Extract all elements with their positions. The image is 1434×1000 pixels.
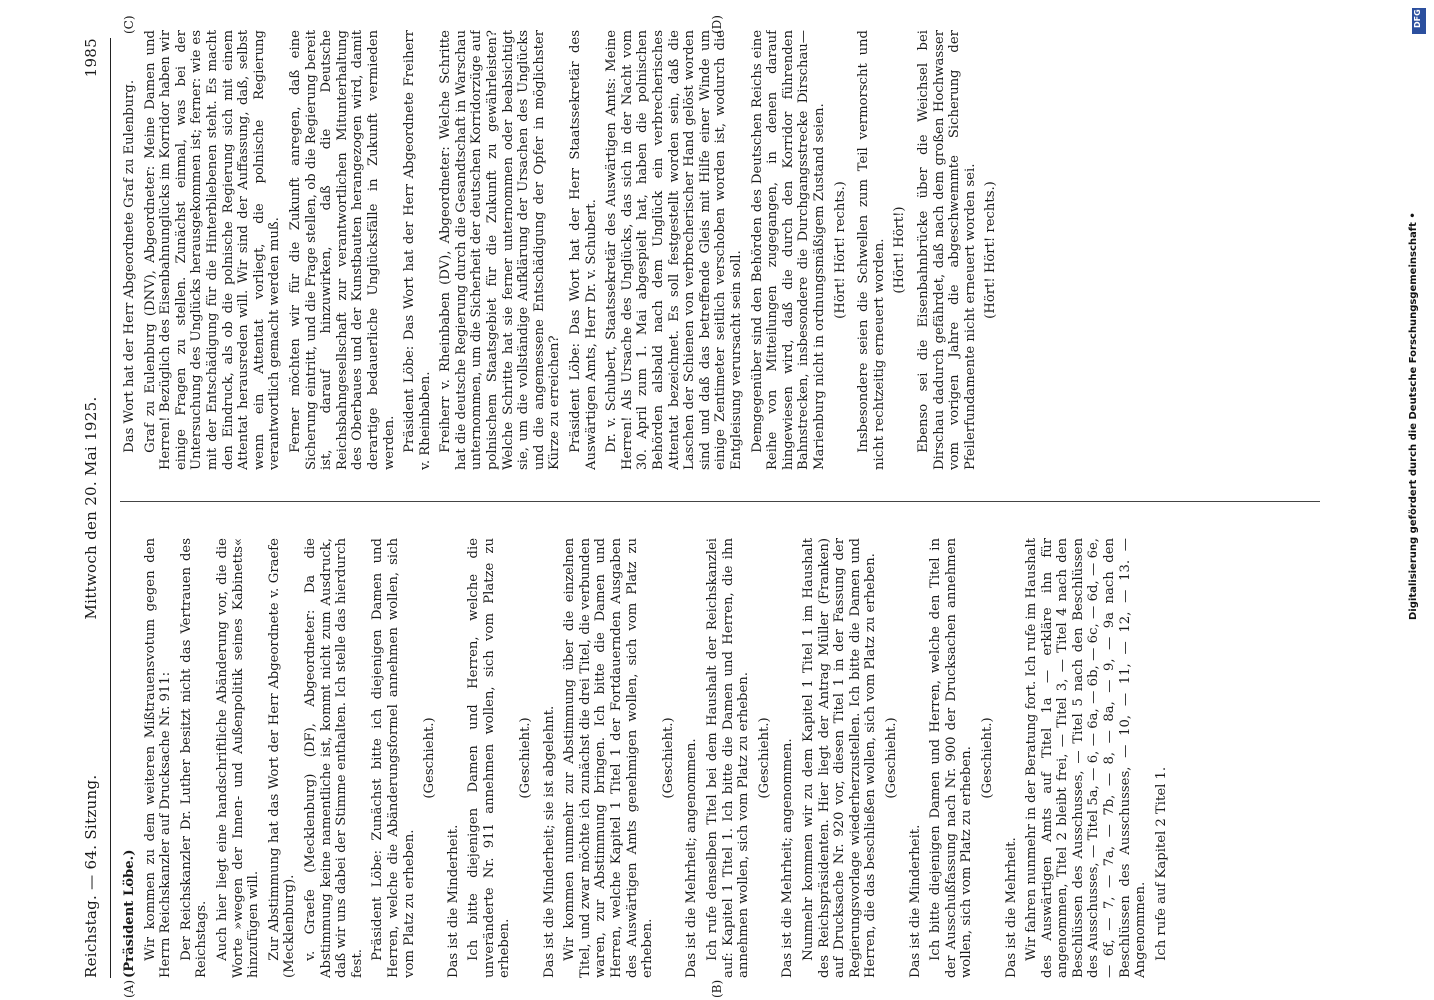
header-left: Reichstag. — 64. Sitzung.: [82, 774, 100, 978]
interjection: (Hört! Hört!): [892, 206, 908, 294]
text-column-left: [122, 538, 1372, 978]
interjection: (Geschieht.): [756, 717, 772, 799]
paragraph: Das ist die Mehrheit; angenommen.: [780, 738, 796, 978]
paragraph: Präsident Löbe: Das Wort hat der Herr Abgeordnete Freiherr v. Rheinbaben.: [402, 30, 433, 470]
dfg-sidebar: [1406, 0, 1434, 1000]
paragraph: v. Graefe (Mecklenburg) (DF), Abgeordneter: Da die Abstimmung keine namentliche ist, kommt nicht zum Ausdruck, daß wir uns dabei der Stimme enthalten. Ich stelle das hierdurch fest.: [302, 538, 365, 978]
header-rule: [110, 38, 111, 978]
paragraph: Zur Abstimmung hat das Wort der Herr Abgeordnete v. Graefe (Mecklenburg).: [266, 538, 298, 978]
paragraph: Das ist die Mehrheit; angenommen.: [684, 738, 700, 978]
paragraph: Wir kommen zu dem weiteren Mißtrauensvotum gegen den Herrn Reichskanzler auf Drucksache Nr. 911:: [142, 538, 174, 978]
interjection: (Geschieht.): [518, 717, 534, 799]
paragraph: Dr. v. Schubert, Staatssekretär des Auswärtigen Amts: Meine Herren! Als Ursache des Unglücks, das sich in der Nacht vom 30. April zum 1. Mai abgespielt hat, haben die polnischen Behörden alsbald nach dem Unglück ein verbrecherisches Attentat bezeichnet. Es soll festgestellt worden sein, daß die Laschen der Schienen von verbrecherischer Hand gelöst worden sind und daß das betreffende Gleis mit Hilfe einer Winde um einige Zentimeter seitlich verschoben worden ist, wodurch die Entgleisung verursacht sein soll.: [604, 30, 744, 470]
margin-marker-d: (D): [710, 15, 724, 34]
rotated-page: [70, 0, 1400, 1000]
speaker-heading: (Präsident Löbe.): [122, 849, 137, 978]
interjection: (Geschieht.): [660, 717, 676, 799]
paragraph: Ich bitte diejenigen Damen und Herren, welche den Titel in der Ausschußfassung nach Nr. 900 der Drucksachen annehmen wollen, sich vom Platz zu erheben.: [928, 538, 975, 978]
paragraph: Präsident Löbe: Das Wort hat der Herr Staatssekretär des Auswärtigen Amts, Herr Dr. v. Schubert.: [568, 30, 599, 470]
paragraph: Insbesondere seien die Schwellen zum Teil vermorscht und nicht rechtzeitig erneuert worden.: [856, 30, 887, 470]
column-divider: [120, 501, 1320, 502]
margin-marker-a: (A): [122, 979, 136, 998]
paragraph: Auch hier liegt eine handschriftliche Abänderung vor, die die Worte »wegen der Innen- und Außenpolitik seines Kabinetts« hinzufügen will.: [214, 538, 262, 978]
paragraph: Präsident Löbe: Zunächst bitte ich diejenigen Damen und Herren, welche die Abänderungsformel annehmen wollen, sich vom Platz zu erheben.: [370, 538, 417, 978]
paragraph: Das ist die Minderheit.: [907, 824, 923, 978]
paragraph: Wir kommen nunmehr zur Abstimmung über die einzelnen Titel, und zwar möchte ich zunächst die drei Titel, die verbunden waren, zur Abstimmung bringen. Ich bitte die Damen und Herren, welche Kapitel 1 Titel 1 der Fortdauernden Ausgaben des Auswärtigen Amts genehmigen wollen, sich vom Platz zu erheben.: [562, 538, 656, 978]
paragraph: Nunmehr kommen wir zu dem Kapitel 1 Titel 1 im Haushalt des Reichspräsidenten. Hier liegt der Antrag Müller (Franken) auf Drucksache Nr. 920 vor, diesen Titel 1 in der Fassung der Regierungsvorlage wiederherzustellen. Ich bitte die Damen und Herren, die das beschließen wollen, sich vom Platz zu erheben.: [800, 538, 879, 978]
interjection: (Hört! Hört! rechts.): [983, 181, 999, 319]
page-number: 1985: [82, 38, 100, 78]
interjection: (Geschieht.): [883, 717, 899, 799]
header-date: Mittwoch den 20. Mai 1925.: [82, 396, 100, 620]
paragraph: Der Reichskanzler Dr. Luther besitzt nicht das Vertrauen des Reichstags.: [178, 538, 210, 978]
paragraph: Das ist die Minderheit; sie ist abgelehnt.: [541, 705, 557, 978]
paragraph: Ferner möchten wir für die Zukunft anregen, daß eine Sicherung eintritt, und die Frage stellen, ob die Regierung bereit ist, darauf hinzuwirken, daß die Deutsche Reichsbahngesellschaft zur verantwortlichen Mitunterhaltung des Oberbaues und der Kunstbauten herangezogen wird, damit derartige bedauerliche Unglücksfälle in Zukunft vermieden werden.: [287, 30, 397, 470]
paragraph: Ich rufe auf Kapitel 2 Titel 1.: [1153, 766, 1169, 961]
paragraph: Das ist die Mehrheit.: [1003, 837, 1019, 978]
paragraph: Freiherr v. Rheinbaben (DV), Abgeordneter: Welche Schritte hat die deutsche Regierung durch die Gesandtschaft in Warschau unternommen, um die Sicherheit der deutschen Korridorzüge auf polnischem Staatsgebiet für die Zukunft zu gewährleisten? Welche Schritte hat sie ferner unternommen oder beabsichtigt sie, um die vollständige Aufklärung der Ursachen des Unglücks und die angemessene Entschädigung der Opfer in möglichster Kürze zu erreichen?: [438, 30, 563, 470]
paragraph: Ich rufe denselben Titel bei dem Haushalt der Reichskanzlei auf: Kapitel 1 Titel 1. Ich bitte die Damen und Herren, die ihn annehmen wollen, sich vom Platz zu erheben.: [705, 538, 752, 978]
paragraph: Das Wort hat der Herr Abgeordnete Graf zu Eulenburg.: [122, 79, 137, 453]
paragraph: Demgegenüber sind den Behörden des Deutschen Reichs eine Reihe von Mitteilungen zugegangen, in denen darauf hingewiesen wird, daß die durch den Korridor führenden Bahnstrecken, insbesondere die Durchgangsstrecke Dirschau—Marienburg nicht in ordnungsmäßigem Zustand seien.: [749, 30, 827, 470]
margin-marker-b: (B): [710, 979, 724, 998]
page-header: [82, 38, 108, 978]
interjection: (Hört! Hört! rechts.): [832, 181, 848, 319]
interjection: (Geschieht.): [979, 717, 995, 799]
paragraph: Ebenso sei die Eisenbahnbrücke über die Weichsel bei Dirschau dadurch gefährdet, daß nach dem großen Hochwasser vom vorigen Jahre die abgeschwemmte Sicherung der Pfeilerfundamente nicht erneuert worden sei.: [915, 30, 978, 470]
interjection: (Geschieht.): [422, 717, 438, 799]
text-column-right: [122, 30, 1372, 470]
paragraph: Wir fahren nunmehr in der Beratung fort. Ich rufe im Haushalt des Auswärtigen Amts auf Titel 1a — erkläre ihn für angenommen, Titel 2 bleibt frei, — Titel 3, — Titel 4 nach den Beschlüssen des Ausschusses, — Titel 5 nach den Beschlüssen des Ausschusses, — Titel 5a, — 6, — 6a, — 6b, — 6c, — 6d, — 6e, — 6f, — 7, — 7a, — 7b, — 8, — 8a, — 9, — 9a nach den Beschlüssen des Ausschusses, — 10, — 11, — 12, — 13. — Angenommen.: [1024, 538, 1149, 978]
paragraph: Das ist die Minderheit.: [445, 824, 461, 978]
paragraph: Graf zu Eulenburg (DNV), Abgeordneter: Meine Damen und Herren! Bezüglich des Eisenbahnunglücks im Korridor haben wir einige Fragen zu stellen. Zunächst einmal, was bei der Untersuchung des Unglücks herausgekommen ist; ferner: wie es mit der Entschädigung für die Hinterbliebenen steht. Es macht den Eindruck, als ob die polnische Regierung sich mit einem Attentat herausreden will. Wir sind der Auffassung, daß, selbst wenn ein Attentat vorliegt, die polnische Regierung verantwortlich gemacht werden muß.: [142, 30, 283, 470]
dfg-logo: DFG: [1412, 8, 1426, 34]
paragraph: Ich bitte diejenigen Damen und Herren, welche die unveränderte Nr. 911 annehmen wollen, sich vom Platze zu erheben.: [466, 538, 513, 978]
margin-marker-c: (C): [122, 15, 136, 34]
dfg-funding-note: Digitalisierung gefördert durch die Deutsche Forschungsgemeinschaft •: [1408, 212, 1419, 620]
